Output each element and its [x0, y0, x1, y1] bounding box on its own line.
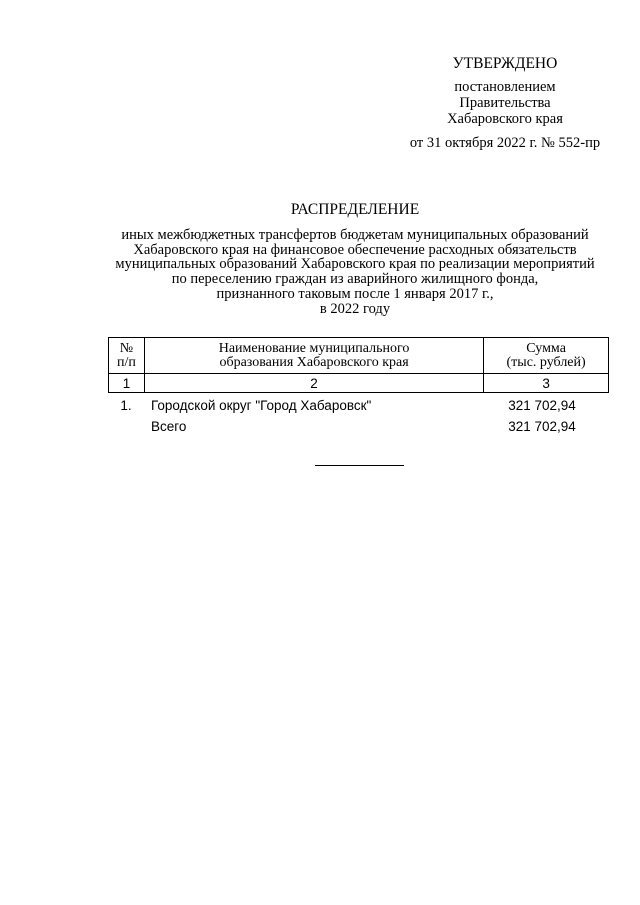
header-number-line-2: п/п [117, 354, 136, 370]
row-sum: 321 702,94 [508, 398, 576, 413]
header-cell-sum [484, 338, 609, 374]
total-label: Всего [151, 419, 187, 434]
distribution-table-header [108, 337, 609, 393]
approval-block [396, 56, 614, 151]
header-name-line-1: Наименование муниципального [218, 340, 410, 356]
header-sum-line-2: (тыс. рублей) [506, 354, 586, 370]
row-index: 1. [120, 398, 132, 413]
column-number-1: 1 [109, 374, 145, 393]
row-municipality-name: Городской округ "Город Хабаровск" [151, 398, 372, 413]
column-number-row [109, 374, 609, 393]
header-cell-number [109, 338, 145, 374]
distribution-line-6: в 2022 году [319, 300, 391, 317]
header-cell-name [144, 338, 483, 374]
distribution-line-4: по переселению граждан из аварийного жилищного фонда, [171, 271, 539, 288]
distribution-line-1: иных межбюджетных трансфертов бюджетам муниципальных образований [121, 226, 589, 243]
distribution-line-2: Хабаровского края на финансовое обеспечение расходных обязательств [133, 241, 577, 258]
header-number-line-1: № [119, 340, 134, 356]
header-sum-line-1: Сумма [526, 340, 566, 356]
column-number-2: 2 [144, 374, 483, 393]
distribution-line-5: признанного таковым после 1 января 2017 г., [216, 285, 494, 302]
table-row [108, 398, 609, 419]
closing-rule [315, 465, 404, 466]
approval-line-1: постановлением [454, 79, 556, 95]
column-number-3: 3 [484, 374, 609, 393]
header-name-line-2: образования Хабаровского края [219, 354, 409, 370]
distribution-line-3: муниципальных образований Хабаровского края по реализации мероприятий [115, 256, 595, 273]
distribution-heading: РАСПРЕДЕЛЕНИЕ [290, 201, 420, 218]
total-sum: 321 702,94 [508, 419, 576, 434]
approval-date: от 31 октября 2022 г. № 552-пр [409, 135, 601, 151]
approval-title: УТВЕРЖДЕНО [452, 55, 558, 72]
header-row [109, 338, 609, 374]
approval-line-3: Хабаровского края [447, 111, 563, 127]
approval-line-2: Правительства [459, 95, 551, 111]
distribution-title-block [95, 203, 615, 317]
table-row-total [108, 419, 609, 440]
distribution-table-body [108, 398, 609, 440]
